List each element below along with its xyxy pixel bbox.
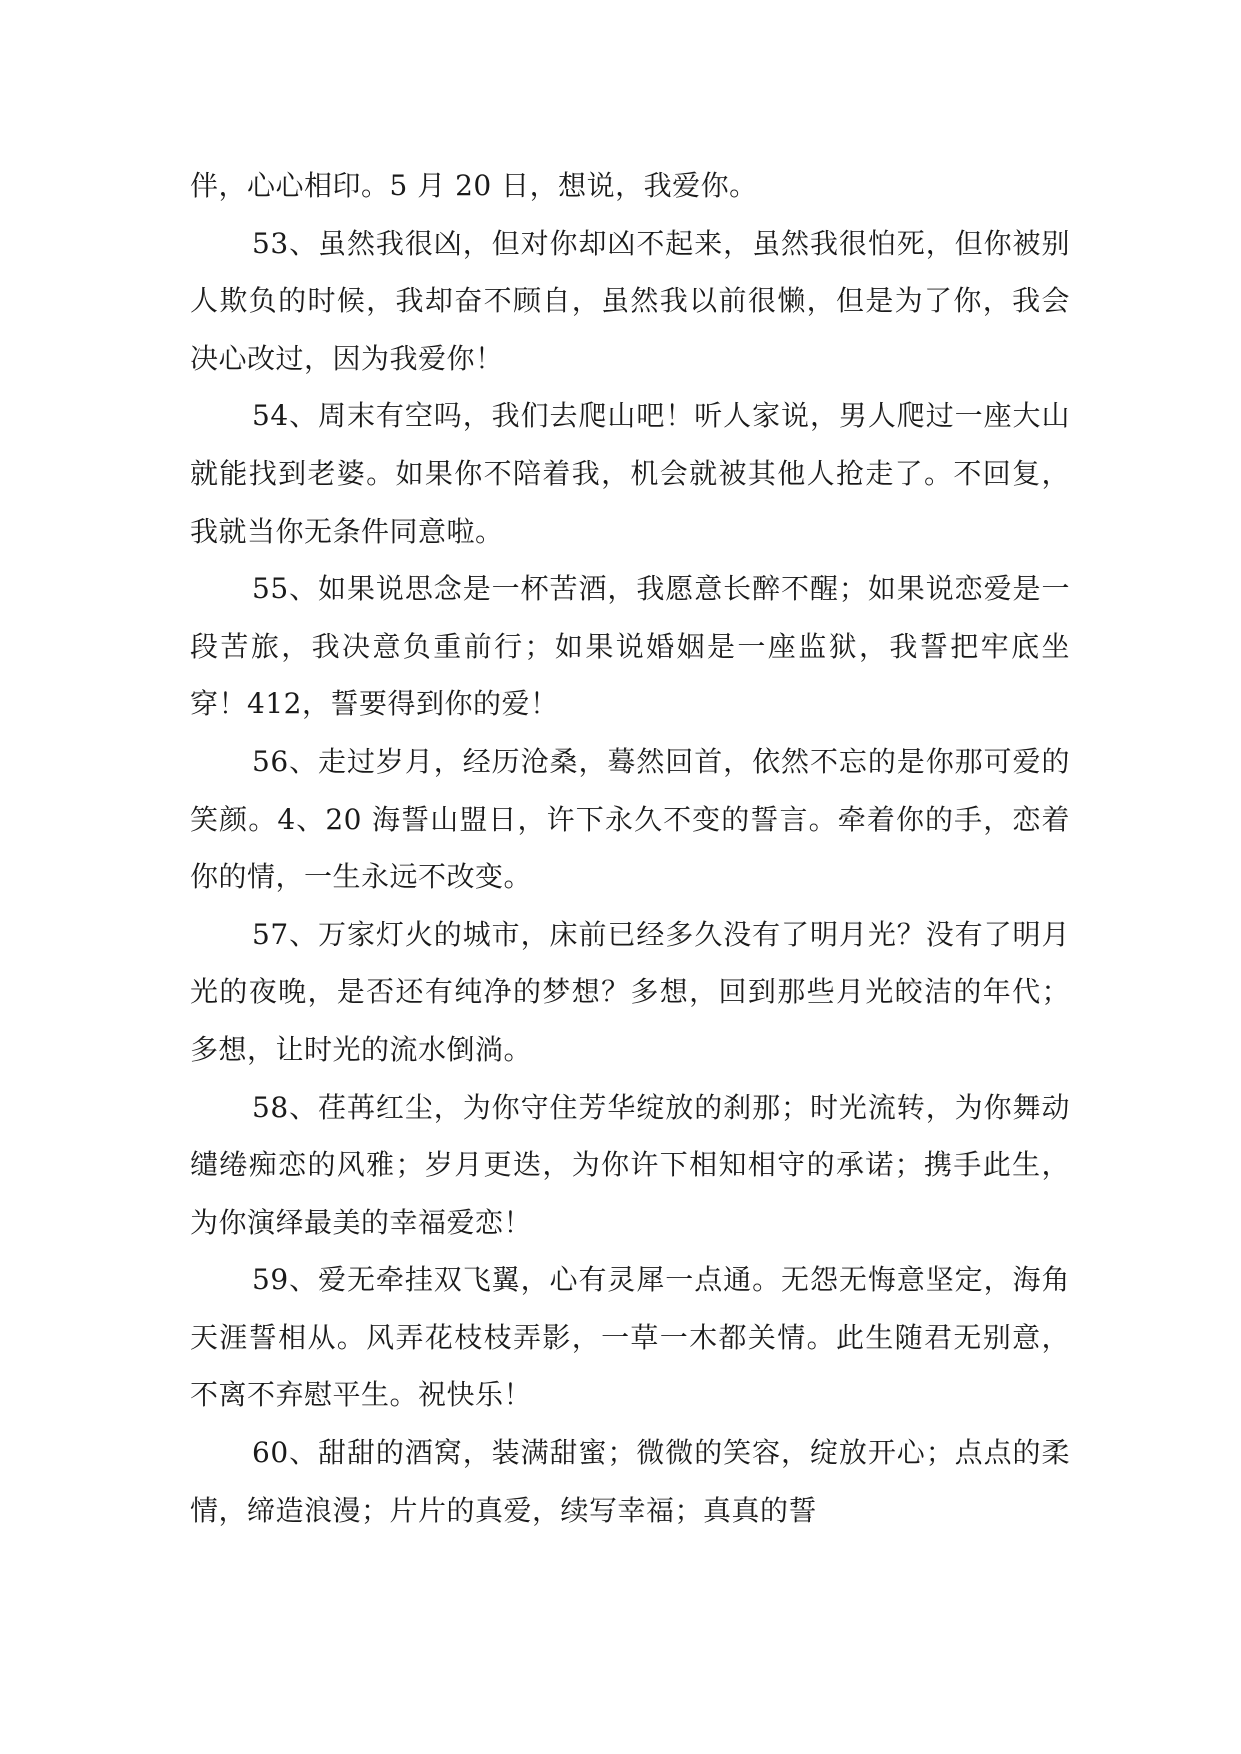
document-body bbox=[190, 157, 1070, 1539]
paragraph-53: 53、虽然我很凶，但对你却凶不起来，虽然我很怕死，但你被别人欺负的时候，我却奋不顾自，虽然我以前很懒，但是为了你，我会决心改过，因为我爱你！ bbox=[190, 226, 1070, 375]
paragraph-57: 57、万家灯火的城市，床前已经多久没有了明月光？没有了明月光的夜晚，是否还有纯净的梦想？多想，回到那些月光皎洁的年代；多想，让时光的流水倒淌。 bbox=[190, 917, 1070, 1066]
paragraph-54: 54、周末有空吗，我们去爬山吧！听人家说，男人爬过一座大山就能找到老婆。如果你不陪着我，机会就被其他人抢走了。不回复，我就当你无条件同意啦。 bbox=[190, 399, 1070, 548]
paragraph-60: 60、甜甜的酒窝，装满甜蜜；微微的笑容，绽放开心；点点的柔情，缔造浪漫；片片的真爱，续写幸福；真真的誓 bbox=[190, 1436, 1070, 1527]
paragraph-59: 59、爱无牵挂双飞翼，心有灵犀一点通。无怨无悔意坚定，海角天涯誓相从。风弄花枝枝弄影，一草一木都关情。此生随君无别意，不离不弃慰平生。祝快乐！ bbox=[190, 1263, 1070, 1412]
paragraph-58: 58、荏苒红尘，为你守住芳华绽放的刹那；时光流转，为你舞动缱绻痴恋的风雅；岁月更迭，为你许下相知相守的承诺；携手此生，为你演绎最美的幸福爱恋！ bbox=[190, 1090, 1070, 1239]
paragraph-55: 55、如果说思念是一杯苦酒，我愿意长醉不醒；如果说恋爱是一段苦旅，我决意负重前行；如果说婚姻是一座监狱，我誓把牢底坐穿！412，誓要得到你的爱！ bbox=[190, 572, 1070, 721]
paragraph-56: 56、走过岁月，经历沧桑，蓦然回首，依然不忘的是你那可爱的笑颜。4、20 海誓山盟日，许下永久不变的誓言。牵着你的手，恋着你的情，一生永远不改变。 bbox=[190, 744, 1070, 894]
paragraph-continuation: 伴，心心相印。5 月 20 日，想说，我爱你。 bbox=[190, 169, 758, 202]
